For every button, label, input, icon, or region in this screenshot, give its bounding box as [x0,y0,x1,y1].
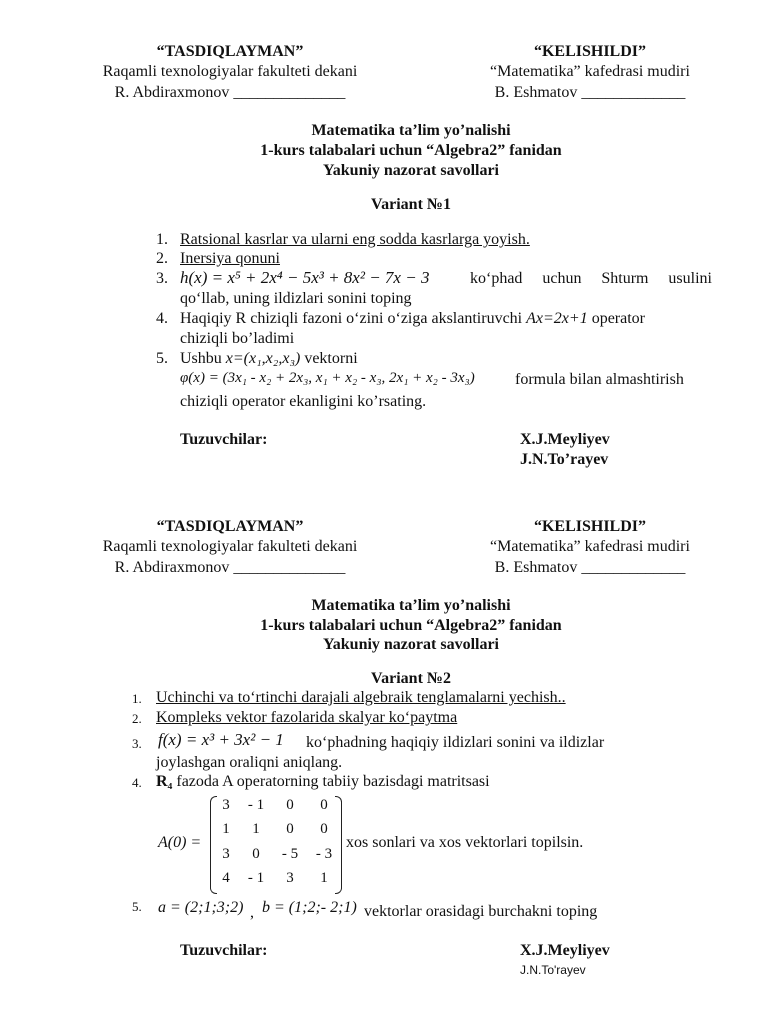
question-1: Ratsional kasrlar va ularni eng sodda kasrlarga yoyish. [180,231,530,248]
question-3-text: ko‘phad uchun Shturm usulini [470,270,712,287]
matrix-cell: 0 [320,821,328,837]
question-number: 1. [132,691,142,706]
question-4 [156,773,490,791]
question-2: Kompleks vektor fazolarida skalyar ko‘paytma [156,709,458,726]
authors-label: Tuzuvchilar: [180,942,268,959]
matrix-cell: 3 [286,870,294,886]
question-number: 3. [156,270,168,287]
question-2: Inersiya qonuni [180,250,280,267]
approve-title: “TASDIQLAYMAN” [156,518,304,535]
heading-line-1: Matematika ta’lim yo’nalishi [311,597,511,614]
question-number: 5. [156,350,168,367]
agree-title: “KELISHILDI” [533,43,647,60]
author-name: J.N.To'rayev [520,963,586,977]
matrix-cell: 0 [286,821,294,837]
agree-role: “Matematika” kafedrasi mudiri [490,538,690,555]
matrix-cell: 3 [222,797,230,813]
question-number: 5. [132,899,142,914]
matrix-caption: xos sonlari va xos vektorlari topilsin. [346,834,584,851]
question-number: 1. [156,231,168,248]
question-number: 4. [156,310,168,327]
approve-role: Raqamli texnologiyalar fakulteti dekani [102,538,358,555]
question-number: 3. [132,736,142,751]
vector-formula: x=(x₁,x₂,x₃) [225,350,301,367]
matrix-cell: 0 [286,797,294,813]
question-3-text-cont: joylashgan oraliqni aniqlang. [156,754,343,771]
question-5-text-b: vektorni [304,350,358,367]
operator-matrix [210,796,342,892]
question-4-text: Haqiqiy R chiziqli fazoni o‘zini o‘ziga akslantiruvchi [180,310,523,327]
heading-line-2: 1-kurs talabalari uchun “Algebra2” fanidan [260,617,562,634]
matrix-cell: - 3 [315,846,333,862]
question-5-text: Ushbu [180,350,222,367]
question-number: 2. [156,250,168,267]
operator-formula: Ax=2x+1 [526,310,588,327]
question-5-text: vektorlar orasidagi burchakni toping [364,903,598,920]
agree-name: B. Eshmatov _____________ [494,559,686,576]
polynomial-formula: f(x) = x³ + 3x² − 1 [158,730,284,749]
agree-title: “KELISHILDI” [533,518,647,535]
question-3-text: ko‘phadning haqiqiy ildizlari sonini va ildizlar [306,734,605,751]
vector-separator: , [250,904,254,921]
matrix-cell: - 1 [247,870,265,886]
mapping-formula: φ(x) = (3x₁ - x₂ + 2x₃, x₁ + x₂ - x₃, 2x₁ + x₂ - 3x₃) [180,370,475,386]
matrix-cell: - 1 [247,797,265,813]
approve-name: R. Abdiraxmonov ______________ [114,559,346,576]
matrix-cell: 0 [320,797,328,813]
variant-title: Variant №2 [371,670,451,687]
question-4-text-b: operator [591,310,646,327]
question-4 [180,310,645,328]
polynomial-formula: h(x) = x⁵ + 2x⁴ − 5x³ + 8x² − 7x − 3 [180,268,430,287]
approve-title: “TASDIQLAYMAN” [156,43,304,60]
agree-name: B. Eshmatov _____________ [494,84,686,101]
matrix-cell: 1 [320,870,328,886]
matrix-cell: 1 [252,821,260,837]
question-1: Uchinchi va to‘rtinchi darajali algebraik tenglamalarni yechish.. [156,689,566,706]
heading-line-3: Yakuniy nazorat savollari [322,162,499,179]
author-name: X.J.Meyliyev [520,942,610,959]
variant-title: Variant №1 [371,196,451,213]
heading-line-1: Matematika ta’lim yo’nalishi [311,122,511,139]
matrix-cell: 4 [222,870,230,886]
question-3-text-cont: qo‘llab, uning ildizlari sonini toping [180,290,412,307]
matrix-label: A(0) = [158,834,202,851]
matrix-cell: - 5 [281,846,299,862]
approve-role: Raqamli texnologiyalar fakulteti dekani [102,63,358,80]
approve-name: R. Abdiraxmonov ______________ [114,84,346,101]
question-4-text-cont: chiziqli bo’ladimi [180,330,295,347]
author-name: X.J.Meyliyev [520,431,610,448]
vector-b: b = (1;2;- 2;1) [262,899,357,916]
matrix-cell: 1 [222,821,230,837]
question-number: 4. [132,775,142,790]
authors-label: Tuzuvchilar: [180,431,268,448]
heading-line-2: 1-kurs talabalari uchun “Algebra2” fanidan [260,142,562,159]
question-5-text-c: formula bilan almashtirish [515,371,684,388]
matrix-cell: 3 [222,846,230,862]
question-4-text: fazoda A operatorning tabiiy bazisdagi matritsasi [176,773,490,790]
space-symbol: R₄ [156,773,173,790]
matrix-cell: 0 [252,846,260,862]
question-5-text-d: chiziqli operator ekanligini ko’rsating. [180,393,427,410]
heading-line-3: Yakuniy nazorat savollari [322,636,499,653]
author-name: J.N.To’rayev [520,451,609,468]
agree-role: “Matematika” kafedrasi mudiri [490,63,690,80]
question-5 [180,350,358,368]
vector-a: a = (2;1;3;2) [158,899,244,916]
question-number: 2. [132,711,142,726]
